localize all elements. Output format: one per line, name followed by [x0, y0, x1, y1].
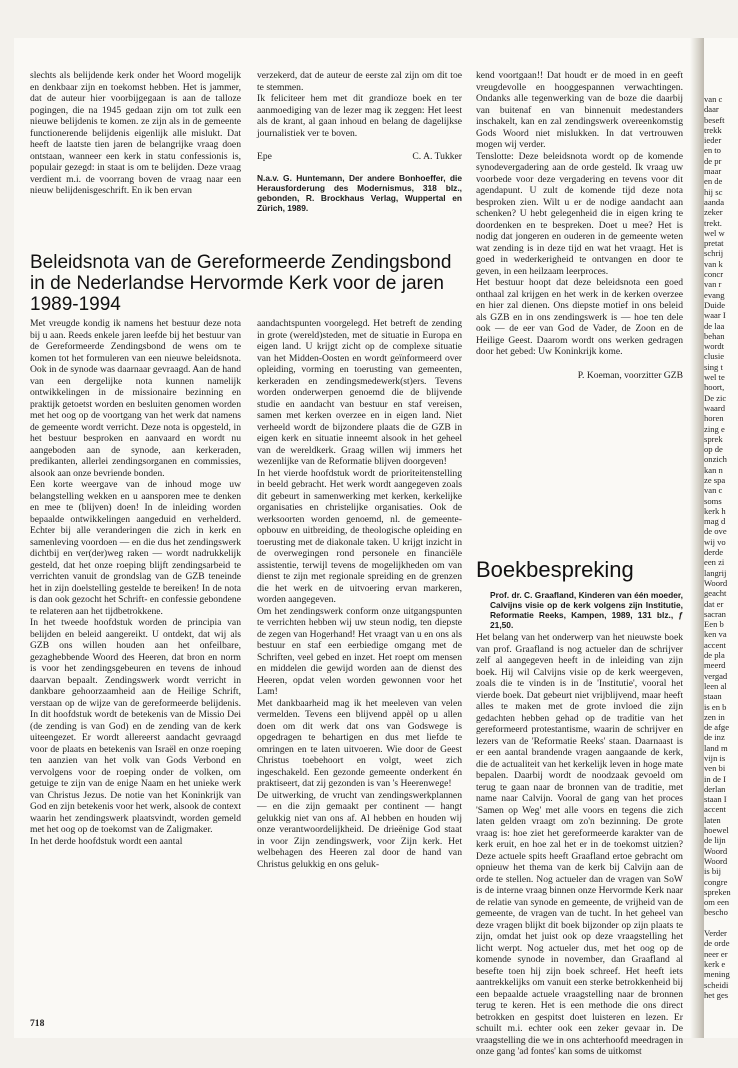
- fragment-line: hoort,: [704, 382, 725, 393]
- paragraph: Tenslotte: Deze beleidsnota wordt op de komende synodevergadering aan de orde gesteld. Ik vraag uw voorbede voor deze vergadering en tevens voor dit agendapunt. U zult de komende tijd deze nota besproken zien. Wilt u er de nodige aandacht aan schenken? U hebt gelegenheid die in eigen kring te doordenken en te bespreken. Doet u mee? Het is nodig dat jongeren en ouderen in de gemeente weten wat zending is in deze tijd en wat het vraagt. Het is goed in wederkerigheid te ontvangen en door te geven, in een heilzaam leerproces.: [476, 150, 683, 277]
- fragment-line: beseft: [704, 114, 725, 125]
- fragment-line: sacran: [704, 608, 726, 619]
- paragraph: Met vreugde kondig ik namens het bestuur deze nota bij u aan. Reeds enkele jaren leefde bij het bestuur van de Gereformeerde Zendingsbond de wens om te komen tot het formuleren van een nieuwe beleidsnota. Ook in de synode was daarnaar gevraagd. Aan de hand van een dergelijke nota kunnen namelijk ontwikkelingen in de missionaire bezinning en praktijk getoetst worden en besluiten genomen worden met het oog op de voortgang van het werk dat namens de gemeente wordt verricht. Deze nota is opgesteld, in het bestuur besproken en aanvaard en wordt nu aangeboden aan de synode, aan kerkeraden, predikanten, allerlei zendingsorganen en commissies, alsook aan onze bevriende bonden.: [30, 318, 241, 479]
- review-author: C. A. Tukker: [412, 151, 462, 162]
- fragment-line: sing t: [704, 361, 723, 372]
- column-3-book-review: [476, 590, 683, 1057]
- fragment-line: De zic: [704, 392, 727, 403]
- fragment-line: wel te: [704, 372, 725, 383]
- paragraph: kend voortgaan!! Dat houdt er de moed in en geeft vreugdevolle en hooggespannen verwachtingen. Ondanks alle tegenwerking van de boze die daarbij van buitenaf en van binnenuit medestanders inschakelt, kan en zal zendingswerk overeenkomstig Gods Woord niet mislukken. In dat vertrouwen mogen wij verder.: [476, 70, 683, 150]
- fragment-line: meerd: [704, 660, 726, 671]
- fragment-line: [704, 918, 738, 928]
- fragment-line: om een: [704, 897, 730, 908]
- paragraph: Het belang van het onderwerp van het nieuwste boek van prof. Graafland is nog actueler dan de schrijver zelf al aangegeven heeft in de inleiding van zijn boek. Hij wil Calvijns visie op de kerk weergeven, zoals die te vinden is in de 'Institutie', vooral het vierde boek. Dat gebeurt niet vrijblijvend, maar heeft alles te maken met de grote invloed die zijn gedachten hebben gehad op de traditie van het gereformeerd protestantisme, waarin de schrijver en lezers van de 'Reformatie Reeks' staan. Daarnaast is er een aantal brandende vragen aangaande de kerk, die de actualiteit van het kerkelijk leven in hoge mate bepalen. Daarbij wordt de noodzaak gevoeld om terug te gaan naar de bronnen van de traditie, met name naar Calvijn. Vooral de gang van het proces 'Samen op Weg' met alle voors en tegens die zich laten gelden vraagt om zo'n bezinning. De grote vraag is: hoe ziet het gereformeerde karakter van de kerk eruit, en hoe zal het er in de toekomst uitzien? Deze actuele spits heeft Graafland ertoe gebracht om opnieuw het thema van de kerk bij Calvijn aan de orde te stellen. Nog actueler dan de vragen van SoW is de interne vraag binnen onze Hervormde Kerk naar de relatie van synode en gemeente, de vrijheid van de gemeente, de vragen van de tucht. In het geheel van deze vragen blijkt dit boek bijzonder op zijn plaats te zijn, omdat het juist ook op deze vraagstelling het licht werpt. Nog actueler dus, met het oog op de komende synode in november, dan Graafland al besefte toen hij zijn boek schreef. Het heeft iets aantrekkelijks om vanuit een sterke betrokkenheid bij een bepaalde actuele vraagstelling naar de bronnen terug te keren. Het is een methode die ons direct betrokken en gespitst doet luisteren en lezen. Er schuilt m.i. echter ook een zeker gevaar in. De vraagstelling die we in ons achterhoofd meedragen in onze gang 'ad fontes' kan soms de uitkomst: [476, 632, 683, 1057]
- fragment-line: de pr: [704, 155, 722, 166]
- fragment-line: de laa: [704, 320, 725, 331]
- fragment-line: trekt.: [704, 217, 722, 228]
- paragraph: aandachtspunten voorgelegd. Het betreft de zending in grote (wereld)steden, met de situatie in Europa en eigen land. U krijgt zicht op de complexe situatie van het Midden-Oosten en wordt geïnformeerd over opleiding, vorming en toerusting van gemeenten, kerkeraden en zendingsmedewerk(st)ers. Tevens worden onderwerpen genoemd die de blijvende studie en aandacht van bestuur en staf vereisen, samen met kerken overzee en in eigen land. Niet verheeld wordt de bijzondere plaats die de GZB in eigen kerk en situatie inneemt alsook in het geheel van de wereldkerk. Graag willen wij immers het wezenlijke van de Reformatie blijven doorgeven!: [257, 318, 462, 467]
- fragment-line: wij vo: [704, 536, 726, 547]
- fragment-line: wel w: [704, 227, 725, 238]
- fragment-line: de afge: [704, 722, 730, 733]
- fragment-line: accent: [704, 804, 726, 815]
- fragment-line: is en b: [704, 701, 727, 712]
- fragment-line: Woord: [704, 855, 728, 866]
- column-1-top: [30, 70, 241, 197]
- fragment-line: vergad: [704, 670, 728, 681]
- fragment-line: sprek: [704, 433, 723, 444]
- paragraph: Het bestuur hoopt dat deze beleidsnota een goed onthaal zal krijgen en het werk in de kerken overzee en hier zal dienen. Ons diepste motief in ons beleid als GZB en in ons zendingswerk is — hoe ten dele ook — de eer van God de Vader, de Zoon en de Heilige Geest. Daarom wordt ons werken gedragen door het gebed: Uw Koninkrijk kome.: [476, 277, 683, 357]
- paragraph: In het derde hoofdstuk wordt een aantal: [30, 835, 183, 847]
- paragraph: Om het zendingswerk conform onze uitgangspunten te verrichten hebben wij uw steun nodig, ten diepste de zegen van Hogerhand! Het vraagt van u en ons als bestuur en staf een eerbiedige omgang met de Schriften, veel gebed en inzet. Het roept om mensen en middelen die gewijd worden aan de dienst des Heeren, opdat velen worden gewonnen voor het Lam!: [257, 605, 462, 697]
- fragment-line: zeker: [704, 207, 723, 218]
- fragment-line: evang: [704, 289, 725, 300]
- fragment-line: kan n: [704, 464, 723, 475]
- fragment-line: dat er: [704, 598, 724, 609]
- fragment-line: mag d: [704, 516, 726, 527]
- article-signature: P. Koeman, voorzitter GZB: [577, 369, 683, 381]
- fragment-line: de inz: [704, 732, 725, 743]
- fragment-line: horen: [704, 413, 724, 424]
- page-gutter: [690, 38, 704, 1038]
- fragment-line: van c: [704, 485, 723, 496]
- fragment-line: van r: [704, 279, 722, 290]
- fragment-line: leen al: [704, 680, 727, 691]
- fragment-line: derde: [704, 547, 724, 558]
- review-signature: [257, 151, 462, 163]
- fragment-line: mening: [704, 969, 730, 980]
- fragment-line: clusie: [704, 351, 725, 362]
- fragment-line: accent: [704, 639, 726, 650]
- paragraph: Met dankbaarheid mag ik het meeleven van velen vermelden. Tevens een blijvend appèl op u allen doen om dit werk dat ons van Godswege is opgedragen te behartigen en dus met liefde te omringen en te laten uitvoeren. Wie door de Geest Christus toebehoort en volgt, weet zich ingeschakeld. Een gezonde gemeente onderkent én praktiseert, dat zij gezonden is van 's Heerenwege!: [257, 697, 462, 789]
- document-page: [14, 38, 738, 1057]
- fragment-line: langrij: [704, 567, 727, 578]
- paragraph: Een korte weergave van de inhoud moge uw belangstelling wekken en u aansporen mee te denken en mee te (blijven) doen! In de inleiding worden bepaalde ontwikkelingen aangeduid en verhelderd. Echter bij alle veranderingen die zich in kerk en samenleving voordoen — en die dus het zendingswerk dichtbij en ver(der)weg raken — wordt nadrukkelijk gesteld, dat het onze roeping blijft zendingsarbeid te verrichten vanuit de grondslag van de GZB teneinde het in zijn doelstelling gestelde te bereiken! In de nota is dan ook gezocht het Schrift- en confessie gebondene te relateren aan het tijdbetrokkene.: [30, 479, 241, 617]
- fragment-line: van k: [704, 258, 723, 269]
- paragraph: In het vierde hoofdstuk wordt de prioriteitenstelling in beeld gebracht. Het werk wordt aangegeven zoals dit gebeurt in samenwerking met kerken, kerkelijke organisaties en christelijke organisaties. Ook de werksoorten worden genoemd, nl. de gemeente-opbouw en uitbreiding, de theologische opleiding en toerusting met de diakonale taken. U krijgt inzicht in de overwegingen rond personele en financiële assistentie, terwijl tevens de mogelijkheden om van dienst te zijn met regionale spreiding en de grenzen die het werk en de uitvoering ervan markeren, worden aangegeven.: [257, 467, 462, 605]
- fragment-line: zing e: [704, 423, 725, 434]
- column-3-top: [476, 70, 683, 540]
- fragment-line: congre: [704, 876, 728, 887]
- book-bibliography: Prof. dr. C. Graafland, Kinderen van één moeder, Calvijns visie op de kerk volgens zijn Institutie, Reformatie Reeks, Kampen, 1989, 131 blz., ƒ 21,50.: [490, 590, 683, 630]
- fragment-line: de lijn: [704, 835, 726, 846]
- paragraph: slechts als belijdende kerk onder het Woord mogelijk en denkbaar zijn en toekomst hebben. Het is jammer, dat de auteur hier voorbijgegaan is aan de talloze pogingen, die na 1945 gedaan zijn om tot zulk een nieuwe belijdenis te komen. ze zijn als in de gemeente functionerende belijdenis eigenlijk alle mislukt. Dat heeft de laatste tien jaren de belangrijke vraag doen ontstaan, wanneer een kerk in statu confessionis is, populair gezegd: in staat is om te belijden. Deze vraag verdient m.i. de voorrang boven de vraag naar een nieuw belijdenisgeschrift. En ik ben ervan: [30, 70, 241, 196]
- fragment-line: land m: [704, 742, 728, 753]
- fragment-line: spreken: [704, 886, 731, 897]
- fragment-line: wordt: [704, 341, 725, 352]
- column-4-fragments: [704, 94, 738, 1004]
- fragment-line: schrij: [704, 248, 724, 259]
- section-heading: Boekbespreking: [476, 557, 634, 582]
- fragment-line: neer er: [704, 948, 728, 959]
- fragment-line: behan: [704, 330, 725, 341]
- paragraph: Ik feliciteer hem met dit grandioze boek en ter aanmoediging van de lezer mag ik zeggen: Het leest als de krant, al gaan inhoud en belang de dagelijkse journalistiek ver te boven.: [257, 93, 462, 139]
- fragment-line: het ges: [704, 989, 729, 1000]
- fragment-line: kerk e: [704, 958, 726, 969]
- fragment-line: is bij: [704, 866, 721, 877]
- fragment-line: een zi: [704, 557, 725, 568]
- page-number: 718: [30, 1018, 45, 1029]
- fragment-line: maar: [704, 166, 722, 177]
- fragment-line: trekk: [704, 124, 722, 135]
- fragment-line: ieder: [704, 135, 722, 146]
- column-2-top: [257, 70, 462, 213]
- fragment-line: op de: [704, 444, 723, 455]
- article-headline: Beleidsnota van de Gereformeerde Zendingsbond in de Nederlandse Hervormde Kerk voor de jaren 1989-1994: [30, 252, 452, 315]
- fragment-line: in de I: [704, 773, 726, 784]
- fragment-line: laten: [704, 814, 721, 825]
- fragment-line: pretat: [704, 238, 724, 249]
- fragment-line: geacht: [704, 588, 727, 599]
- fragment-line: zen in: [704, 711, 725, 722]
- column-1-body: [30, 318, 241, 1014]
- fragment-line: hij sc: [704, 186, 723, 197]
- fragment-line: Woord: [704, 845, 728, 856]
- fragment-line: waard: [704, 402, 725, 413]
- fragment-line: daar: [704, 104, 719, 115]
- paragraph: verzekerd, dat de auteur de eerste zal zijn om dit toe te stemmen.: [257, 70, 462, 93]
- fragment-line: bescho: [704, 907, 728, 918]
- fragment-line: waar I: [704, 310, 726, 321]
- fragment-line: vijn is: [704, 753, 726, 763]
- fragment-line: Verder: [704, 928, 727, 939]
- review-bibliography: N.a.v. G. Huntemann, Der andere Bonhoeffer, die Herausforderung des Modernismus, 318 blz., gebonden, R. Brockhaus Verlag, Wuppertal en Zürich, 1989.: [257, 172, 462, 213]
- fragment-line: Woord: [704, 577, 728, 588]
- fragment-line: de pla: [704, 650, 725, 661]
- fragment-line: kerk h: [704, 505, 726, 516]
- fragment-line: Een b: [704, 619, 724, 630]
- review-place: Epe: [257, 151, 272, 162]
- fragment-line: derlan: [704, 783, 726, 794]
- fragment-line: Duide: [704, 299, 726, 310]
- fragment-line: staan: [704, 691, 722, 702]
- fragment-line: ken va: [704, 629, 727, 640]
- fragment-line: aanda: [704, 196, 725, 207]
- fragment-line: hoewel: [704, 825, 729, 836]
- fragment-line: ven bi: [704, 763, 726, 774]
- fragment-line: en de: [704, 176, 723, 187]
- fragment-line: ze spa: [704, 474, 726, 485]
- paragraph: In het tweede hoofdstuk worden de principia van belijden en beleid aangereikt. U ontdekt, dat wij als GZB ons willen houden aan het onfeilbare, gezaghebbende Woord des Heeren, dat bron en norm is voor het zendingsgebeuren en tevens de inhoud daarvan bepaalt. Zendingswerk wordt verricht in dankbare gehoorzaamheid aan de Heilige Schrift, verstaan op de wijze van de gereformeerde belijdenis. In dit hoofdstuk wordt de betekenis van de Missio Dei (de zending is van God) en de zending van de kerk uiteengezet. Er wordt allereerst aandacht gevraagd voor de plaats en betekenis van Israël en onze roeping ten aanzien van het volk van Gods Verbond en vervolgens voor de roeping onder de volken, om getuige te zijn van de enige Naam en het unieke werk van Christus Jezus. De notie van het Koninkrijk van God en zijn betekenis voor het werk, alsook de context waarin het zendingswerk plaatsvindt, worden gemeld met het oog op de toekomst van de Zaligmaker.: [30, 617, 242, 835]
- fragment-line: de orde: [704, 938, 730, 949]
- fragment-line: soms: [704, 495, 722, 506]
- fragment-line: de ove: [704, 526, 727, 537]
- fragment-line: van c: [704, 94, 723, 104]
- fragment-line: concr: [704, 269, 724, 280]
- fragment-line: onzich: [704, 454, 727, 465]
- fragment-line: scheidi: [704, 979, 729, 990]
- fragment-line: en to: [704, 145, 721, 156]
- column-2-body: [257, 318, 462, 1018]
- fragment-line: staan I: [704, 794, 727, 805]
- paragraph: De uitwerking, de vrucht van zendingswerkplannen — en die zijn gemaakt per continent — hangt gelukkig niet van ons af. Al hebben en houden wij onze verantwoordelijkheid. De drieënige God staat in voor Zijn zendingswerk, voor Zijn kerk. Het welbehagen des Heeren zal door de hand van Christus gelukkig en ons geluk-: [257, 789, 462, 870]
